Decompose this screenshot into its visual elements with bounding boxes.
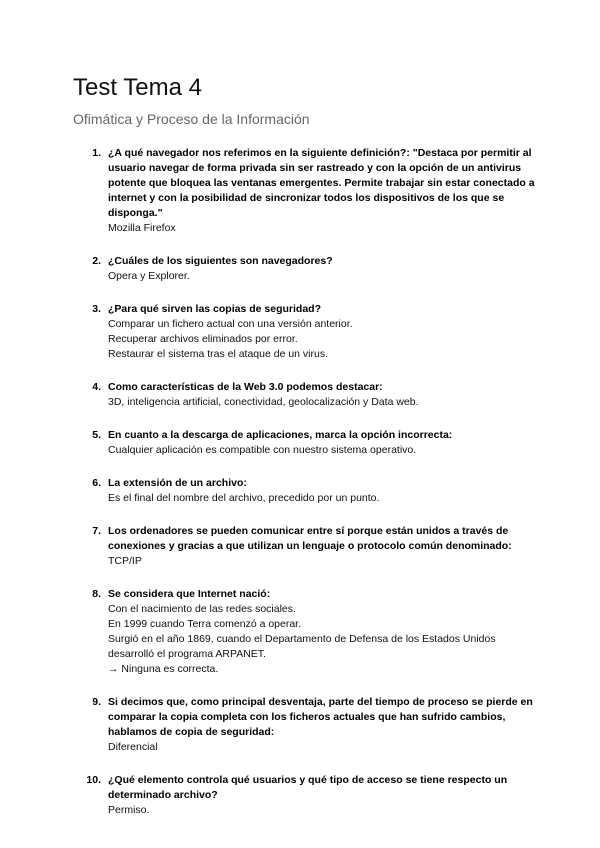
question-body bbox=[108, 380, 543, 410]
question-number: 6. bbox=[92, 477, 101, 489]
question-item bbox=[73, 254, 543, 284]
page-subtitle: Ofimática y Proceso de la Información bbox=[73, 111, 310, 127]
question-number: 3. bbox=[92, 303, 101, 315]
question-body bbox=[108, 302, 543, 362]
question-number: 9. bbox=[92, 696, 101, 708]
question-body bbox=[108, 476, 543, 506]
question-text: ¿Para qué sirven las copias de seguridad? bbox=[108, 303, 321, 315]
question-body bbox=[108, 587, 543, 677]
question-text: Los ordenadores se pueden comunicar entre sí porque están unidos a través de conexiones y gracias a que utilizan un lenguaje o protocolo común denominado: bbox=[108, 525, 512, 552]
answer-text: Diferencial bbox=[108, 741, 158, 753]
question-item bbox=[73, 380, 543, 410]
answer-text: Con el nacimiento de las redes sociales. bbox=[108, 603, 296, 615]
question-body bbox=[108, 524, 543, 569]
question-list bbox=[73, 146, 543, 836]
answer-text: Restaurar el sistema tras el ataque de un virus. bbox=[108, 348, 329, 360]
answer-text: → Ninguna es correcta. bbox=[108, 663, 219, 675]
question-number: 7. bbox=[92, 525, 101, 537]
question-item bbox=[73, 587, 543, 677]
question-number: 5. bbox=[92, 429, 101, 441]
question-text: ¿Cuáles de los siguientes son navegadores? bbox=[108, 255, 333, 267]
answer-text: Mozilla Firefox bbox=[108, 222, 176, 234]
question-item bbox=[73, 695, 543, 755]
answer-text: Opera y Explorer. bbox=[108, 270, 190, 282]
question-text: Si decimos que, como principal desventaja, parte del tiempo de proceso se pierde en comparar la copia completa con los ficheros actuales que han sufrido cambios, hablamos de copia de seguridad: bbox=[108, 696, 533, 738]
question-body bbox=[108, 428, 543, 458]
question-item bbox=[73, 524, 543, 569]
question-text: Se considera que Internet nació: bbox=[108, 588, 271, 600]
answer-text: Recuperar archivos eliminados por error. bbox=[108, 333, 298, 345]
page-title: Test Tema 4 bbox=[73, 74, 202, 101]
answer-text: TCP/IP bbox=[108, 555, 142, 567]
question-body bbox=[108, 254, 543, 284]
answer-text: En 1999 cuando Terra comenzó a operar. bbox=[108, 618, 302, 630]
answer-text: Es el final del nombre del archivo, precedido por un punto. bbox=[108, 492, 380, 504]
answer-text: Surgió en el año 1869, cuando el Departamento de Defensa de los Estados Unidos desarrolló el programa ARPANET. bbox=[108, 633, 496, 660]
answer-text: 3D, inteligencia artificial, conectividad, geolocalización y Data web. bbox=[108, 396, 419, 408]
answer-text: Permiso. bbox=[108, 804, 150, 816]
question-item bbox=[73, 146, 543, 236]
answer-text: Comparar un fichero actual con una versión anterior. bbox=[108, 318, 353, 330]
question-body bbox=[108, 695, 543, 755]
answer-text: Cualquier aplicación es compatible con nuestro sistema operativo. bbox=[108, 444, 417, 456]
question-body bbox=[108, 773, 543, 818]
question-number: 10. bbox=[86, 774, 101, 786]
question-text: Como características de la Web 3.0 podemos destacar: bbox=[108, 381, 383, 393]
question-number: 2. bbox=[92, 255, 101, 267]
question-item bbox=[73, 476, 543, 506]
question-item bbox=[73, 428, 543, 458]
question-text: ¿A qué navegador nos referimos en la siguiente definición?: "Destaca por permitir al usuario navegar de forma privada sin ser rastreado y con la opción de un antivirus potente que bloquea las ventanas emergentes. Permite trabajar sin estar conectado a internet y con la posibilidad de sincronizar todos los dispositivos de los que se disponga." bbox=[108, 147, 535, 219]
question-body bbox=[108, 146, 543, 236]
question-item bbox=[73, 302, 543, 362]
question-number: 8. bbox=[92, 588, 101, 600]
question-number: 1. bbox=[92, 147, 101, 159]
question-item bbox=[73, 773, 543, 818]
question-text: En cuanto a la descarga de aplicaciones, marca la opción incorrecta: bbox=[108, 429, 453, 441]
question-text: ¿Qué elemento controla qué usuarios y qué tipo de acceso se tiene respecto un determinado archivo? bbox=[108, 774, 508, 801]
question-text: La extensión de un archivo: bbox=[108, 477, 247, 489]
question-number: 4. bbox=[92, 381, 101, 393]
